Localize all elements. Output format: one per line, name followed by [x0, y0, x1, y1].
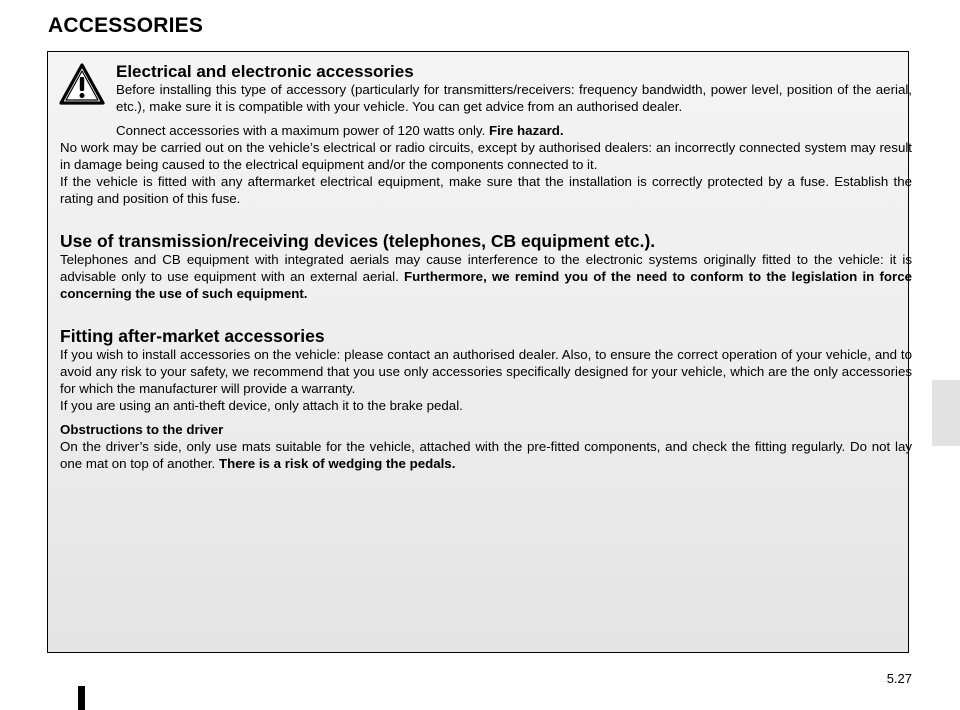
transmission-heading: Use of transmission/receiving devices (telephones, CB equipment etc.).: [60, 231, 656, 251]
wedging-warning: There is a risk of wedging the pedals.: [218, 456, 456, 471]
obstructions-heading: Obstructions to the driver: [60, 422, 224, 437]
chapter-tab: [932, 380, 960, 446]
page-title: ACCESSORIES: [48, 14, 204, 37]
electrical-paragraph-1: Before installing this type of accessory (particularly for transmitters/receivers: frequency bandwidth, power level, position of the aerial, etc.), make sure it is compatible with your vehicle. You can get advice from an authorised dealer.: [116, 82, 912, 114]
obstructions-paragraph: On the driver’s side, only use mats suitable for the vehicle, attached with the pre-fitted components, and check the fitting regularly. Do not lay one mat on top of another. There is a risk of wedging the pedals.: [60, 439, 912, 471]
fitting-paragraph-1: If you wish to install accessories on the vehicle: please contact an authorised dealer. Also, to ensure the correct operation of your vehicle, and to avoid any risk to your safety, we recommend that you use only accessories specifically designed for your vehicle, which are the only accessories for which the manufacturer will provide a warranty.: [60, 347, 912, 396]
electrical-warning-block: [116, 63, 912, 115]
electrical-paragraph-3: No work may be carried out on the vehicle’s electrical or radio circuits, except by authorised dealers: an incorrectly connected system may result in damage being caused to the electrical equipment and/or the components connected to it.: [60, 140, 912, 172]
electrical-heading: Electrical and electronic accessories: [116, 62, 414, 81]
fitting-section: [60, 327, 912, 414]
corner-mark: [78, 686, 85, 710]
fitting-paragraph-2: If you are using an anti-theft device, only attach it to the brake pedal.: [60, 398, 463, 413]
transmission-section: [60, 232, 912, 302]
warning-triangle-icon: [58, 62, 106, 106]
electrical-continued: [60, 122, 912, 207]
legislation-note: Furthermore, we remind you of the need to conform to the legislation in force concerning the use of such equipment.: [60, 269, 912, 301]
obstructions-section: [60, 421, 912, 472]
electrical-paragraph-2: Connect accessories with a maximum power of 120 watts only. Fire hazard.: [116, 123, 564, 138]
page-number: 5.27: [886, 671, 912, 686]
transmission-paragraph: Telephones and CB equipment with integrated aerials may cause interference to the electronic systems originally fitted to the vehicle: it is advisable only to use equipment with an external aerial. Furthermore, we remind you of the need to conform to the legislation in force concerning the use of such equipment.: [60, 252, 912, 301]
fire-hazard-note: Fire hazard.: [488, 123, 564, 138]
electrical-paragraph-4: If the vehicle is fitted with any aftermarket electrical equipment, make sure that the installation is correctly protected by a fuse. Establish the rating and position of this fuse.: [60, 174, 912, 206]
fitting-heading: Fitting after-market accessories: [60, 326, 325, 346]
